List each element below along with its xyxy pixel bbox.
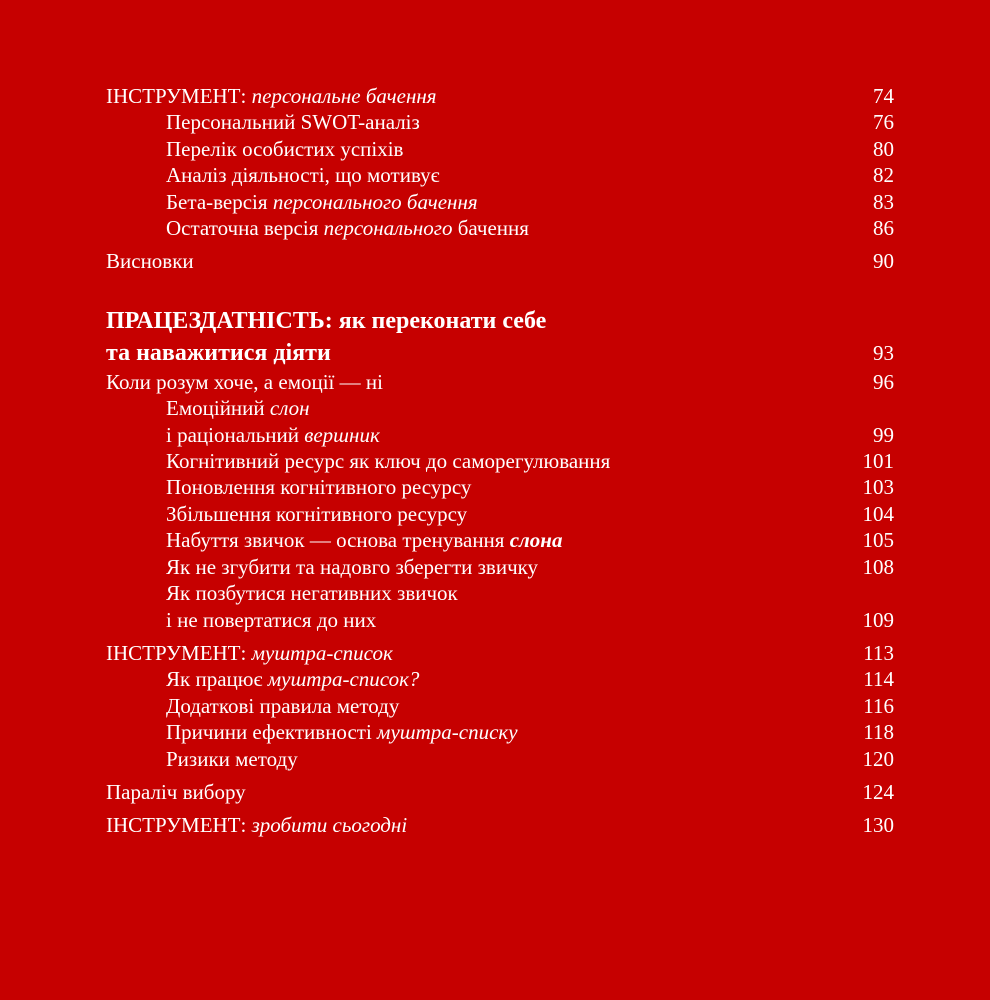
page-number: 90 (873, 249, 894, 274)
toc-entry-choice-paralysis[interactable] (106, 779, 894, 805)
toc-subentry[interactable] (106, 554, 894, 580)
toc-subentry[interactable] (106, 474, 894, 500)
page-number: 82 (873, 163, 894, 188)
entry-italic: муштра-список? (267, 667, 420, 692)
page-number: 108 (862, 554, 894, 579)
page-number: 113 (863, 640, 894, 665)
entry-italic: персонального бачення (272, 189, 478, 214)
entry-title: Ризики методу (166, 746, 298, 771)
entry-title (166, 215, 529, 241)
entry-text: Емоційний (166, 396, 270, 421)
entry-prefix: ІНСТРУМЕНТ: (106, 84, 247, 108)
entry-italic: муштра-списку (377, 720, 518, 745)
toc-subentry[interactable] (106, 136, 894, 162)
page-number: 74 (873, 84, 894, 108)
toc-subentry[interactable] (106, 189, 894, 215)
entry-title (106, 83, 437, 109)
toc-subentry[interactable] (106, 395, 894, 421)
page-number: 103 (862, 475, 894, 500)
entry-title: Когнітивний ресурс як ключ до саморегулювання (166, 449, 611, 474)
entry-text: і раціональний (166, 422, 305, 447)
entry-title: Як не згубити та надовго зберегти звичку (166, 554, 539, 579)
entry-title: Аналіз діяльності, що мотивує (166, 163, 440, 188)
entry-text: Остаточна версія (166, 216, 324, 241)
entry-title (166, 719, 518, 745)
chapter-title (106, 305, 546, 337)
entry-text: бачення (452, 216, 529, 241)
page-number: 93 (873, 340, 894, 365)
entry-title: Коли розум хоче, а емоції — ні (106, 369, 383, 394)
entry-title (166, 395, 310, 421)
toc-subentry[interactable] (106, 501, 894, 527)
table-of-contents (106, 83, 894, 839)
toc-subentry[interactable] (106, 746, 894, 772)
toc-subentry[interactable] (106, 162, 894, 188)
page-number: 114 (863, 667, 894, 692)
entry-italic: вершник (304, 422, 380, 447)
entry-title: Збільшення когнітивного ресурсу (166, 501, 468, 526)
entry-title: Як позбутися негативних звичок (166, 581, 458, 606)
entry-italic: муштра-список (251, 640, 393, 665)
entry-text: Набуття звичок — основа тренування (166, 528, 510, 553)
page-number: 124 (862, 779, 894, 804)
page-number: 109 (862, 607, 894, 632)
toc-subentry[interactable] (106, 719, 894, 745)
toc-entry-conclusions[interactable] (106, 248, 894, 274)
page-number: 130 (862, 813, 894, 838)
entry-title: Поновлення когнітивного ресурсу (166, 475, 472, 500)
page-number: 99 (873, 422, 894, 447)
page-number: 101 (862, 449, 894, 474)
entry-title (166, 527, 562, 553)
toc-entry-tool-do-today[interactable] (106, 812, 894, 838)
entry-title (106, 812, 407, 838)
toc-entry-tool-drill-list[interactable] (106, 640, 894, 666)
entry-title (166, 422, 380, 448)
toc-subentry[interactable] (106, 109, 894, 135)
entry-title (166, 189, 478, 215)
chapter-keyword: ПРАЦЕЗДАТНІСТЬ (106, 307, 325, 334)
chapter-title-rest: : як переконати себе (324, 307, 547, 334)
page-number: 120 (862, 746, 894, 771)
entry-title: Перелік особистих успіхів (166, 136, 404, 161)
entry-title: і не повертатися до них (166, 607, 377, 632)
chapter-heading-line2[interactable] (106, 337, 894, 369)
entry-text: Причини ефективності (166, 720, 378, 745)
entry-text: Як працює (166, 667, 268, 692)
toc-subentry-continued[interactable] (106, 422, 894, 448)
toc-entry-mind-vs-emotions[interactable] (106, 369, 894, 395)
entry-italic: слон (269, 396, 310, 421)
entry-title (166, 666, 419, 692)
entry-prefix: ІНСТРУМЕНТ: (106, 640, 247, 665)
toc-subentry[interactable] (106, 215, 894, 241)
toc-entry-tool-personal-vision[interactable] (106, 83, 894, 109)
entry-prefix: ІНСТРУМЕНТ: (106, 813, 247, 838)
toc-subentry[interactable] (106, 580, 894, 606)
page-number: 83 (873, 189, 894, 214)
toc-subentry[interactable] (106, 448, 894, 474)
toc-subentry-continued[interactable] (106, 607, 894, 633)
page-number: 105 (862, 528, 894, 553)
entry-title: Параліч вибору (106, 779, 246, 804)
toc-subentry[interactable] (106, 693, 894, 719)
entry-title: Персональний SWOT-аналіз (166, 110, 420, 135)
toc-subentry[interactable] (106, 666, 894, 692)
page-number: 118 (863, 720, 894, 745)
page-number: 104 (862, 501, 894, 526)
chapter-heading-line1[interactable] (106, 305, 894, 337)
entry-title: Висновки (106, 249, 194, 274)
entry-title: Додаткові правила методу (166, 693, 400, 718)
page-number: 80 (873, 136, 894, 161)
page-number: 76 (873, 110, 894, 135)
entry-italic: персонального (323, 216, 453, 241)
page-number: 86 (873, 216, 894, 241)
toc-subentry[interactable] (106, 527, 894, 553)
entry-title (106, 640, 393, 666)
page-number: 96 (873, 369, 894, 394)
page-number: 116 (863, 693, 894, 718)
entry-italic: зробити сьогодні (251, 813, 408, 838)
entry-bold-italic: слона (509, 528, 563, 553)
chapter-title-continued: та наважитися діяти (106, 339, 331, 366)
entry-text: Бета-версія (166, 189, 273, 214)
entry-italic: персональне бачення (251, 84, 437, 108)
